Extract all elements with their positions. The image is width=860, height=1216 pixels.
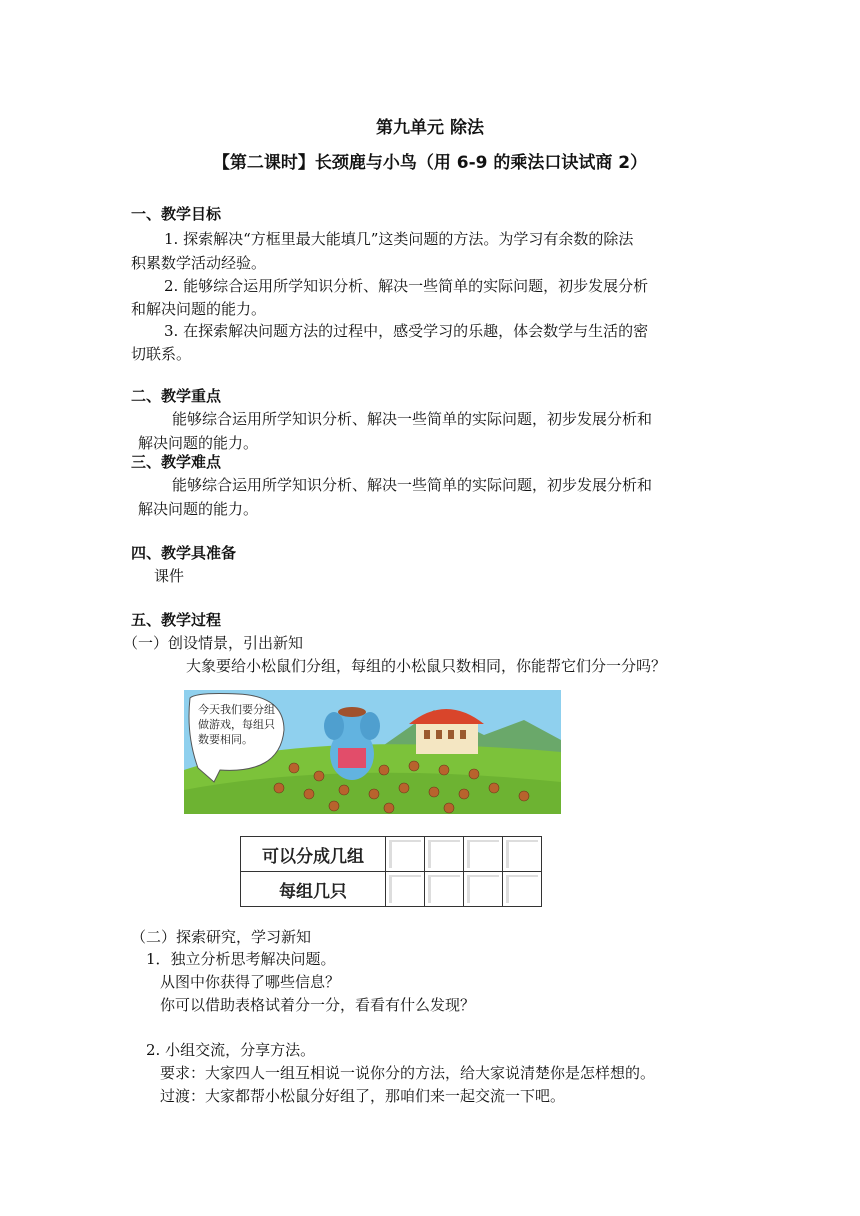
- goal-2-line-2: 和解决问题的能力。: [131, 300, 267, 318]
- table-row: [241, 837, 542, 872]
- squirrel-illustration: [184, 690, 561, 814]
- table-cell[interactable]: [386, 872, 425, 907]
- difficulty-line-2: 解决问题的能力。: [138, 500, 259, 518]
- table-cell[interactable]: [464, 837, 503, 872]
- goal-2-line-1: 2. 能够综合运用所学知识分析、解决一些简单的实际问题，初步发展分析: [164, 277, 649, 295]
- step-2: 2. 小组交流，分享方法。: [146, 1041, 316, 1059]
- goal-1-line-2: 积累数学活动经验。: [131, 254, 267, 272]
- key-points-line-1: 能够综合运用所学知识分析、解决一些简单的实际问题，初步发展分析和: [172, 410, 653, 428]
- goal-3-line-2: 切联系。: [131, 345, 192, 363]
- step-1-question-1: 从图中你获得了哪些信息？: [160, 973, 341, 991]
- goal-3-line-1: 3. 在探索解决问题方法的过程中，感受学习的乐趣，体会数学与生活的密: [164, 322, 649, 340]
- step-1-question-2: 你可以借助表格试着分一分，看看有什么发现？: [160, 996, 476, 1014]
- part-1-heading: （一）创设情景，引出新知: [123, 634, 304, 652]
- process-heading: 五、教学过程: [131, 611, 222, 629]
- table-cell[interactable]: [503, 872, 542, 907]
- lesson-title: 【第二课时】长颈鹿与小鸟（用 6-9 的乘法口诀试商 2）: [212, 153, 648, 173]
- part-1-text: 大象要给小松鼠们分组，每组的小松鼠只数相同，你能帮它们分一分吗？: [186, 657, 667, 675]
- table-cell[interactable]: [503, 837, 542, 872]
- speech-line-2: 做游戏，每组只: [198, 718, 275, 731]
- step-2-requirement: 要求：大家四人一组互相说一说你分的方法，给大家说清楚你是怎样想的。: [160, 1064, 656, 1082]
- preparation-heading: 四、教学具准备: [131, 544, 237, 562]
- goals-heading: 一、教学目标: [131, 205, 222, 223]
- part-2-heading: （二）探索研究，学习新知: [131, 928, 312, 946]
- difficulty-heading: 三、教学难点: [131, 453, 222, 471]
- grouping-table: [240, 836, 542, 907]
- step-1: 1．独立分析思考解决问题。: [146, 950, 336, 968]
- preparation-text: 课件: [154, 567, 185, 585]
- table-cell[interactable]: [386, 837, 425, 872]
- table-cell[interactable]: [425, 872, 464, 907]
- step-2-transition: 过渡：大家都帮小松鼠分好组了，那咱们来一起交流一下吧。: [160, 1087, 566, 1105]
- unit-title: 第九单元 除法: [376, 118, 484, 138]
- table-row-label-groups: 可以分成几组: [241, 837, 386, 872]
- key-points-heading: 二、教学重点: [131, 387, 222, 405]
- key-points-line-2: 解决问题的能力。: [138, 434, 259, 452]
- speech-line-1: 今天我们要分组: [198, 703, 275, 716]
- speech-line-3: 数要相同。: [198, 733, 253, 746]
- table-cell[interactable]: [425, 837, 464, 872]
- goal-1-line-1: 1. 探索解决“方框里最大能填几”这类问题的方法。为学习有余数的除法: [164, 230, 634, 248]
- difficulty-line-1: 能够综合运用所学知识分析、解决一些简单的实际问题，初步发展分析和: [172, 476, 653, 494]
- speech-bubble: [188, 696, 284, 772]
- table-row-label-per-group: 每组几只: [241, 872, 386, 907]
- table-cell[interactable]: [464, 872, 503, 907]
- table-row: [241, 872, 542, 907]
